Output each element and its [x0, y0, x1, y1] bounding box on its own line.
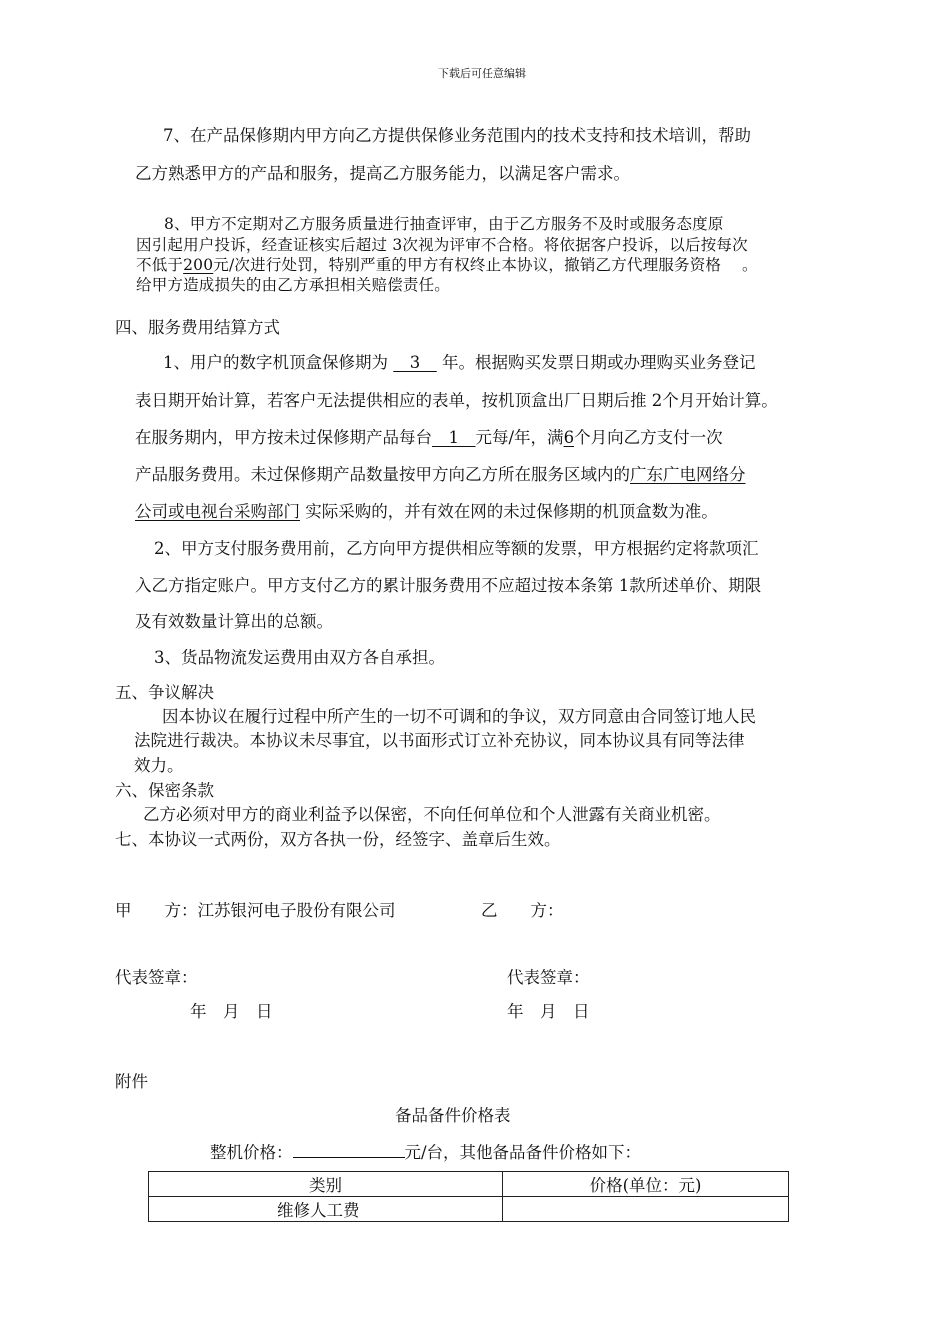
clause-8-line-3-pre: 不低于: [136, 256, 184, 274]
penalty-amount: 200: [183, 256, 214, 274]
clause-8-line-4: 给甲方造成损失的由乙方承担相关赔偿责任。: [136, 276, 451, 294]
section-6-line-1: 乙方必须对甲方的商业利益予以保密，不向任何单位和个人泄露有关商业机密。: [143, 805, 721, 824]
section-5-line-2: 法院进行裁决。本协议未尽事宜，以书面形式订立补充协议，同本协议具有同等法律: [134, 731, 745, 750]
attachment-title: 备品备件价格表: [395, 1106, 511, 1125]
clause-7-line-2: 乙方熟悉甲方的产品和服务，提高乙方服务能力，以满足客户需求。: [135, 164, 630, 183]
fee-text-pre: 在服务期内，甲方按未过保修期产品每台: [135, 428, 432, 447]
fee-text-mid: 元每/年，满: [475, 428, 564, 447]
clause-7-line-1: 7、在产品保修期内甲方向乙方提供保修业务范围内的技术支持和技术培训，帮助: [163, 126, 751, 145]
clause-8-line-1: 8、甲方不定期对乙方服务质量进行抽查评审，由于乙方服务不及时或服务态度原: [164, 215, 724, 233]
unit-price-line: [210, 1141, 641, 1163]
section-4-item-2-line-2: 入乙方指定账户。甲方支付乙方的累计服务费用不应超过按本条第 1款所述单价、期限: [135, 576, 762, 595]
section-4-item-1-line-4: [135, 465, 746, 485]
row-price: [503, 1197, 789, 1222]
section-4-item-3: 3、货品物流发运费用由双方各自承担。: [154, 648, 445, 667]
section-4-item-1-line-5: [135, 502, 718, 522]
clause-8-line-2: 因引起用户投诉，经查证核实后超过 3次视为评审不合格。将依据客户投诉，以后按每次: [136, 236, 748, 254]
party-b-rep-label: 代表签章：: [507, 968, 590, 987]
page-header: 下载后可任意编辑: [438, 67, 526, 80]
party-b-date: 年 月 日: [507, 1002, 590, 1021]
section-4-heading: 四、服务费用结算方式: [115, 318, 280, 337]
section-4-item-1-line-3: [135, 428, 723, 448]
section-4-item-1-line-2: 表日期开始计算，若客户无法提供相应的表单，按机顶盒出厂日期后推 2个月开始计算。: [135, 391, 778, 410]
section-5-heading: 五、争议解决: [115, 683, 214, 702]
row-category: 维修人工费: [149, 1197, 503, 1222]
warranty-text-pre: 1、用户的数字机顶盒保修期为: [163, 353, 388, 372]
party-b: 乙 方：: [481, 901, 564, 920]
section-6-heading: 六、保密条款: [115, 781, 214, 800]
unit-price-label: 整机价格：: [210, 1143, 293, 1162]
section-7: 七、本协议一式两份，双方各执一份，经签字、盖章后生效。: [115, 830, 561, 849]
payment-months: 6: [563, 428, 575, 447]
party-a-rep-label: 代表签章：: [115, 968, 198, 987]
column-header-category: 类别: [149, 1172, 503, 1197]
section-5-line-1: 因本协议在履行过程中所产生的一切不可调和的争议，双方同意由合同签订地人民: [162, 707, 756, 726]
attachment-label: 附件: [115, 1072, 148, 1091]
purchasing-company-part-2: 公司或电视台采购部门: [135, 502, 300, 521]
clause-8-line-3: [136, 256, 758, 275]
party-a: 甲 方：江苏银河电子股份有限公司: [115, 901, 396, 920]
spare-parts-price-table: [148, 1171, 789, 1222]
fee-amount: 1: [432, 428, 476, 447]
section-4-item-2-line-3: 及有效数量计算出的总额。: [135, 612, 333, 631]
section-5-line-3: 效力。: [134, 756, 184, 775]
table-header-row: [149, 1172, 789, 1197]
quantity-text-post: 实际采购的，并有效在网的未过保修期的机顶盒数为准。: [305, 502, 718, 521]
party-a-date: 年 月 日: [190, 1002, 273, 1021]
clause-8-line-3-post: 元/次进行处罚，特别严重的甲方有权终止本协议，撤销乙方代理服务资格 。: [213, 256, 758, 274]
unit-price-suffix: 元/台，其他备品备件价格如下：: [404, 1143, 642, 1162]
purchasing-company-part-1: 广东广电网络分: [630, 465, 746, 484]
fee-text-post: 个月向乙方支付一次: [574, 428, 723, 447]
section-4-item-2-line-1: 2、甲方支付服务费用前，乙方向甲方提供相应等额的发票，甲方根据约定将款项汇: [154, 539, 759, 558]
warranty-years: 3: [393, 353, 437, 372]
table-row: [149, 1197, 789, 1222]
section-4-item-1-line-1: [163, 353, 756, 373]
column-header-price: 价格(单位：元): [503, 1172, 789, 1197]
quantity-text-pre: 产品服务费用。未过保修期产品数量按甲方向乙方所在服务区域内的: [135, 465, 630, 484]
warranty-text-post: 年。根据购买发票日期或办理购买业务登记: [442, 353, 756, 372]
unit-price-blank: [293, 1141, 405, 1158]
